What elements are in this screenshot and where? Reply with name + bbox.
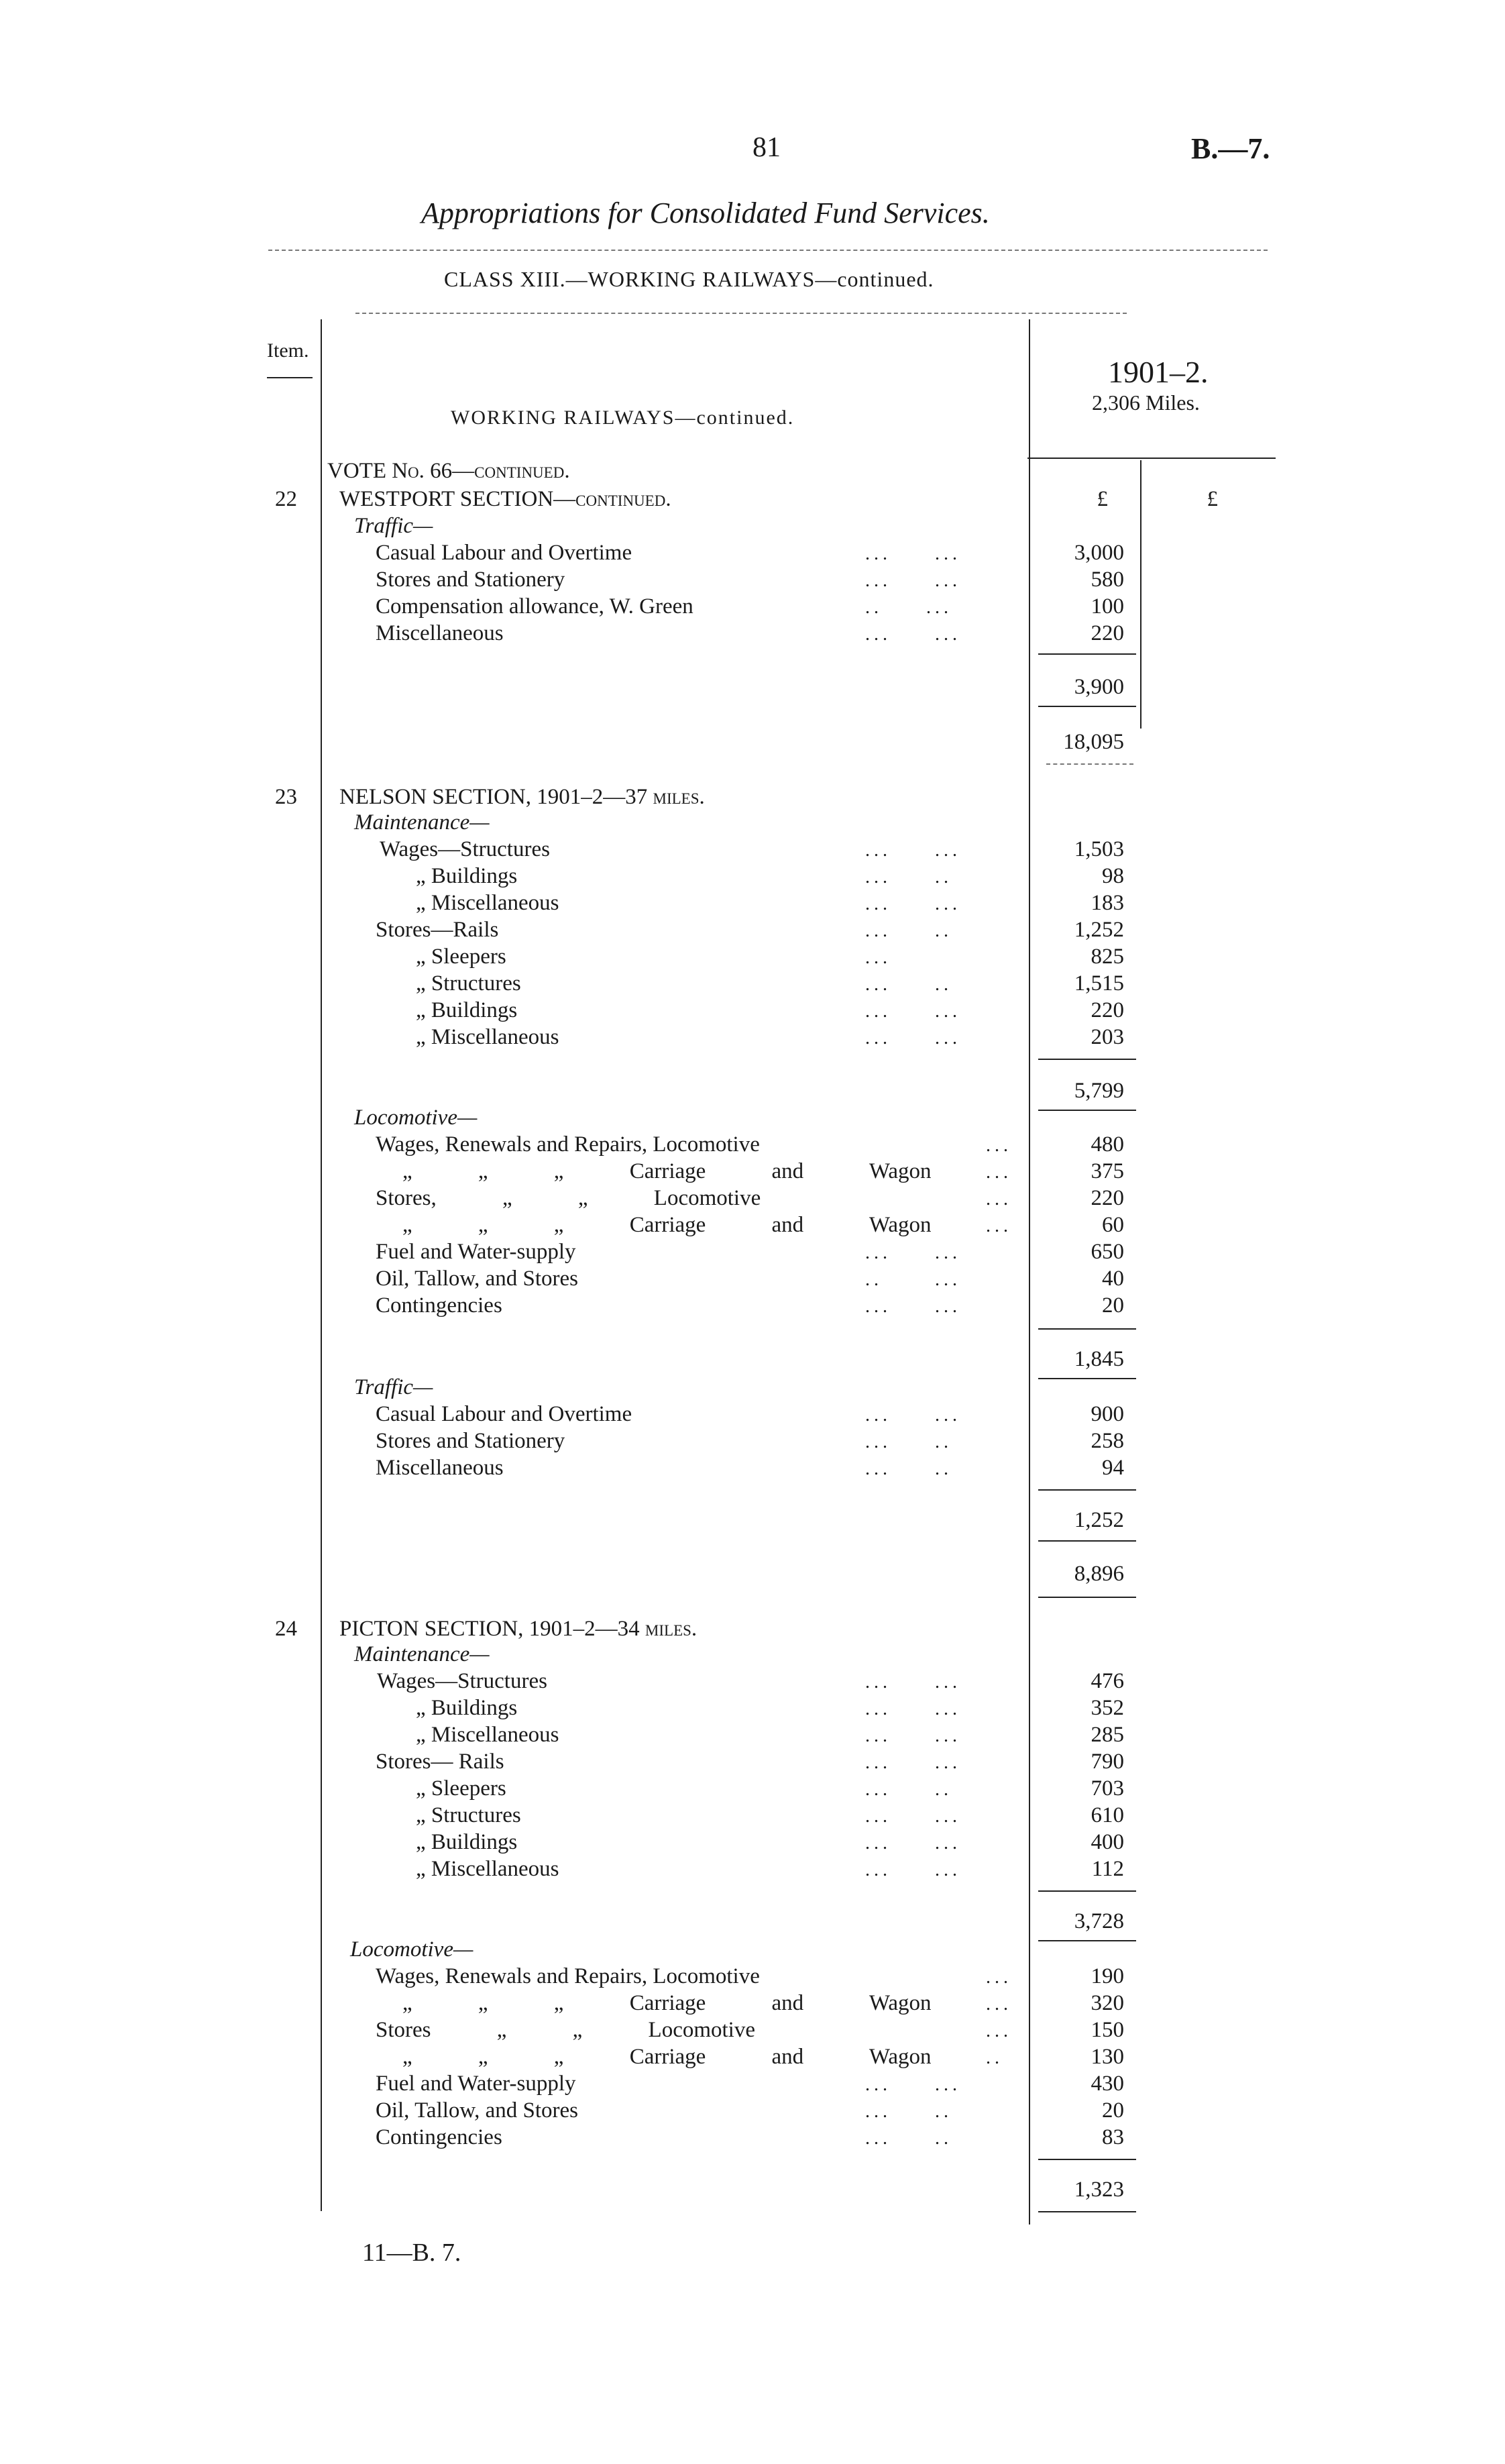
group-heading-locomotive: Locomotive— [354, 1106, 478, 1130]
item-header-rule [267, 377, 313, 378]
section-total-value: 8,896 [1074, 1562, 1124, 1586]
line-item-value: 190 [1091, 1964, 1124, 1988]
section-heading-westport: WESTPORT SECTION—continued. [339, 487, 671, 511]
leader-dots: ... ... [865, 1699, 961, 1719]
line-item-value: 83 [1102, 2125, 1124, 2149]
line-item-label: „ Sleepers [416, 1776, 506, 1801]
page-subtitle: Appropriations for Consolidated Fund Services. [421, 197, 990, 229]
line-item-label: Fuel and Water-supply [376, 1240, 576, 1264]
line-item-value: 150 [1091, 2018, 1124, 2042]
leader-dots: ... [865, 947, 891, 968]
subtotal-value: 3,900 [1074, 675, 1124, 699]
leader-dots: ... ... [865, 1806, 961, 1827]
leader-dots: ... [986, 2021, 1012, 2041]
line-item-label: „ Buildings [416, 864, 518, 888]
class-title: CLASS XIII.—WORKING RAILWAYS—continued. [444, 267, 934, 291]
subtotal-value: 1,323 [1074, 2178, 1124, 2202]
leader-dots: ... ... [865, 1296, 961, 1317]
line-item-label: „ Miscellaneous [416, 1857, 559, 1881]
line-item-label: Wages—Structures [380, 837, 550, 861]
subtotal-rule [1038, 1059, 1136, 1060]
line-item-value: 476 [1091, 1669, 1124, 1693]
group-heading-maintenance: Maintenance— [354, 1642, 490, 1666]
group-heading-traffic: Traffic— [354, 514, 433, 538]
line-item-label: Wages—Structures [377, 1669, 547, 1693]
line-item-label: „ Buildings [416, 1830, 518, 1854]
leader-dots: ... ... [865, 1725, 961, 1746]
line-item-label: Compensation allowance, W. Green [376, 594, 693, 619]
line-item-value: 320 [1091, 1991, 1124, 2015]
total-rule [1038, 1540, 1136, 1542]
line-item-value: 220 [1091, 1186, 1124, 1210]
leader-dots: ... ... [865, 1001, 961, 1022]
line-item-value: 790 [1091, 1750, 1124, 1774]
leader-dots: ... ... [865, 840, 961, 861]
miles-heading: 2,306 Miles. [1092, 390, 1200, 415]
line-item-label: Stores „ „ Locomotive [376, 2018, 756, 2042]
item-column-label: Item. [267, 339, 309, 362]
line-item-label: Casual Labour and Overtime [376, 541, 632, 565]
line-item-label: „ „ „ Carriage and Wagon [402, 1159, 932, 1183]
line-item-value: 352 [1091, 1696, 1124, 1720]
subtotal-value: 5,799 [1074, 1079, 1124, 1103]
line-item-value: 285 [1091, 1723, 1124, 1747]
leader-dots: ... ... [865, 1405, 961, 1426]
line-item-value: 400 [1091, 1830, 1124, 1854]
line-item-value: 112 [1091, 1857, 1124, 1881]
line-item-value: 650 [1091, 1240, 1124, 1264]
line-item-label: „ Structures [416, 971, 521, 996]
leader-dots: ... .. [865, 974, 952, 995]
leader-dots: ... ... [865, 1672, 961, 1693]
line-item-value: 60 [1102, 1213, 1124, 1237]
line-item-value: 900 [1091, 1402, 1124, 1426]
section-heading-picton: PICTON SECTION, 1901–2—34 miles. [339, 1617, 698, 1641]
subtotal-bottom-rule [1038, 1940, 1136, 1941]
leader-dots: ... ... [865, 624, 961, 645]
leader-dots: ... ... [865, 543, 961, 564]
leader-dots: .. ... [865, 597, 952, 618]
line-item-label: Casual Labour and Overtime [376, 1402, 632, 1426]
subtotal-rule [1038, 1489, 1136, 1491]
subtotal-value: 1,252 [1074, 1508, 1124, 1532]
leader-dots: ... .. [865, 920, 952, 941]
line-item-label: „ Buildings [416, 998, 518, 1022]
leader-dots: ... ... [865, 894, 961, 914]
total-rule [1038, 706, 1136, 707]
line-item-value: 825 [1091, 945, 1124, 969]
subtotal-rule [1038, 653, 1136, 655]
line-item-value: 1,252 [1074, 918, 1124, 942]
currency-symbol-2: £ [1207, 487, 1218, 511]
page-footer: 11—B. 7. [362, 2239, 461, 2267]
line-item-value: 220 [1091, 998, 1124, 1022]
leader-dots: ... [986, 1189, 1012, 1210]
leader-dots: ... .. [865, 867, 952, 888]
line-item-value: 183 [1091, 891, 1124, 915]
vote-heading: VOTE No. 66—continued. [327, 459, 570, 483]
item-number: 24 [275, 1617, 297, 1641]
leader-dots: ... ... [865, 2074, 961, 2095]
leader-dots: ... .. [865, 1432, 952, 1452]
line-item-label: Oil, Tallow, and Stores [376, 2098, 578, 2123]
line-item-value: 40 [1102, 1267, 1124, 1291]
group-heading-traffic: Traffic— [354, 1375, 433, 1399]
group-heading-maintenance: Maintenance— [354, 810, 490, 835]
leader-dots: .. ... [865, 1269, 961, 1290]
leader-dots: ... .. [865, 2101, 952, 2122]
section-total-rule [1038, 1597, 1136, 1598]
line-item-label: „ „ „ Carriage and Wagon [402, 2045, 932, 2069]
line-item-label: „ Miscellaneous [416, 891, 559, 915]
line-item-value: 375 [1091, 1159, 1124, 1183]
subtotal-rule [1038, 2159, 1136, 2160]
leader-dots: .. [986, 2047, 1003, 2068]
item-number: 23 [275, 785, 297, 809]
page-reference: B.—7. [1191, 132, 1270, 165]
line-item-label: Stores and Stationery [376, 568, 565, 592]
line-item-label: „ „ „ Carriage and Wagon [402, 1991, 932, 2015]
line-item-label: „ Miscellaneous [416, 1723, 559, 1747]
left-column-rule [321, 319, 322, 2211]
currency-symbol-1: £ [1097, 487, 1108, 511]
line-item-value: 20 [1102, 1293, 1124, 1318]
line-item-value: 1,503 [1074, 837, 1124, 861]
line-item-value: 1,515 [1074, 971, 1124, 996]
line-item-label: „ Sleepers [416, 945, 506, 969]
class-rule [355, 313, 1127, 314]
line-item-value: 20 [1102, 2098, 1124, 2123]
line-item-label: Contingencies [376, 2125, 502, 2149]
leader-dots: ... .. [865, 1458, 952, 1479]
subtitle-rule [268, 250, 1268, 251]
line-item-value: 220 [1091, 621, 1124, 645]
leader-dots: ... [986, 1216, 1012, 1236]
leader-dots: ... [986, 1967, 1012, 1988]
leader-dots: ... ... [865, 1242, 961, 1263]
subtotal-bottom-rule [1038, 1110, 1136, 1111]
line-item-label: Miscellaneous [376, 621, 504, 645]
line-item-label: „ „ „ Carriage and Wagon [402, 1213, 932, 1237]
leader-dots: ... ... [865, 570, 961, 591]
line-item-label: Contingencies [376, 1293, 502, 1318]
line-item-label: Stores, „ „ Locomotive [376, 1186, 761, 1210]
line-item-value: 258 [1091, 1429, 1124, 1453]
section-heading-nelson: NELSON SECTION, 1901–2—37 miles. [339, 785, 705, 809]
leader-dots: ... [986, 1994, 1012, 2015]
line-item-value: 3,000 [1074, 541, 1124, 565]
section-heading: WORKING RAILWAYS—continued. [451, 407, 795, 429]
line-item-label: „ Buildings [416, 1696, 518, 1720]
subtotal-bottom-rule [1038, 1378, 1136, 1379]
line-item-value: 703 [1091, 1776, 1124, 1801]
subtotal-rule [1038, 1328, 1136, 1330]
line-item-value: 94 [1102, 1456, 1124, 1480]
line-item-label: Oil, Tallow, and Stores [376, 1267, 578, 1291]
page-number: 81 [752, 132, 781, 163]
line-item-label: „ Structures [416, 1803, 521, 1827]
section-total-rule [1046, 763, 1133, 765]
leader-dots: ... .. [865, 1779, 952, 1800]
line-item-value: 480 [1091, 1132, 1124, 1157]
leader-dots: ... ... [865, 1833, 961, 1854]
leader-dots: ... ... [865, 1860, 961, 1880]
leader-dots: ... .. [865, 2128, 952, 2149]
line-item-label: Stores— Rails [376, 1750, 504, 1774]
line-item-label: „ Miscellaneous [416, 1025, 559, 1049]
line-item-label: Fuel and Water-supply [376, 2072, 576, 2096]
line-item-value: 430 [1091, 2072, 1124, 2096]
line-item-label: Wages, Renewals and Repairs, Locomotive [376, 1964, 760, 1988]
subtotal-bottom-rule [1038, 2211, 1136, 2212]
subtotal-rule [1038, 1890, 1136, 1892]
line-item-value: 100 [1091, 594, 1124, 619]
line-item-label: Stores—Rails [376, 918, 499, 942]
line-item-value: 203 [1091, 1025, 1124, 1049]
section-total-value: 18,095 [1063, 730, 1124, 754]
year-heading: 1901–2. [1108, 355, 1209, 389]
leader-dots: ... [986, 1162, 1012, 1183]
leader-dots: ... ... [865, 1028, 961, 1049]
line-item-label: Miscellaneous [376, 1456, 504, 1480]
leader-dots: ... ... [865, 1752, 961, 1773]
line-item-value: 98 [1102, 864, 1124, 888]
group-heading-locomotive: Locomotive— [350, 1937, 473, 1962]
header-bottom-rule [1027, 458, 1276, 459]
leader-dots: ... [986, 1135, 1012, 1156]
item-number: 22 [275, 487, 297, 511]
line-item-value: 610 [1091, 1803, 1124, 1827]
subtotal-value: 1,845 [1074, 1347, 1124, 1371]
line-item-value: 580 [1091, 568, 1124, 592]
line-item-label: Wages, Renewals and Repairs, Locomotive [376, 1132, 760, 1157]
line-item-value: 130 [1091, 2045, 1124, 2069]
subtotal-value: 3,728 [1074, 1909, 1124, 1933]
line-item-label: Stores and Stationery [376, 1429, 565, 1453]
